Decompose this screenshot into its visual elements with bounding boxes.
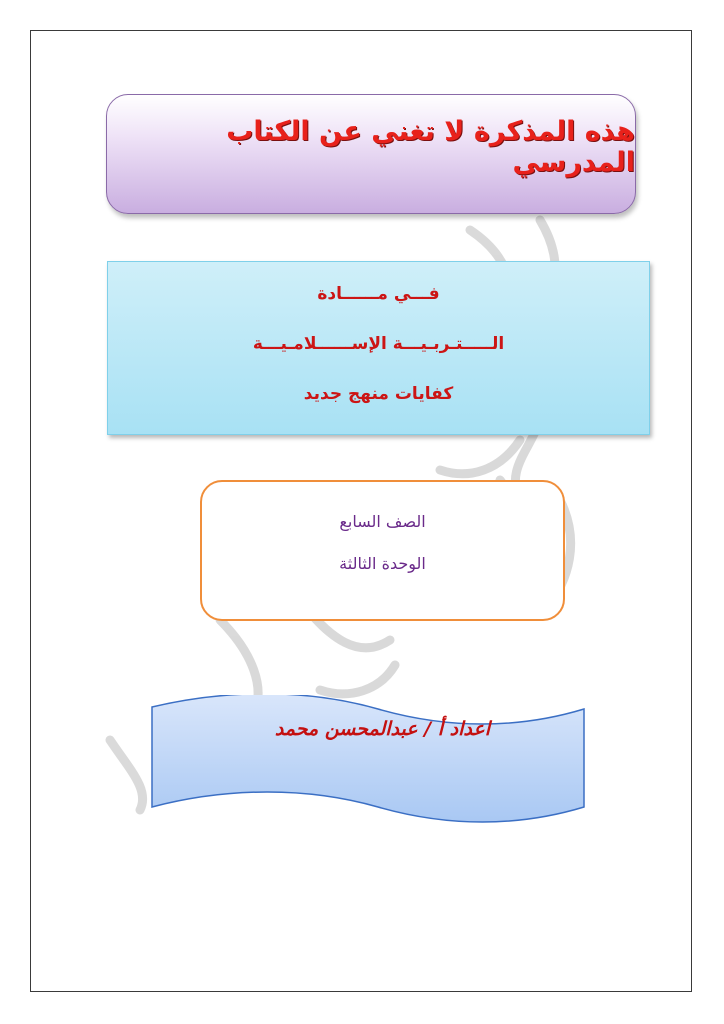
- title-box: [106, 94, 636, 214]
- grade-class: الصف السابع: [339, 512, 426, 531]
- subject-line-1: فـــي مــــــادة: [317, 284, 440, 304]
- subject-line-3: كفايات منهج جديد: [303, 384, 454, 404]
- grade-unit: الوحدة الثالثة: [339, 554, 426, 573]
- document-title: هذه المذكرة لا تغني عن الكتاب المدرسي: [226, 116, 635, 178]
- author-banner: [148, 695, 588, 825]
- subject-line-2: الـــــتـربـيـــة الإســــــلامـيـــة: [252, 334, 505, 354]
- subject-box: [107, 261, 650, 435]
- author-credit: اعداد أ / عبدالمحسن محمد: [274, 718, 490, 740]
- grade-box: [200, 480, 565, 621]
